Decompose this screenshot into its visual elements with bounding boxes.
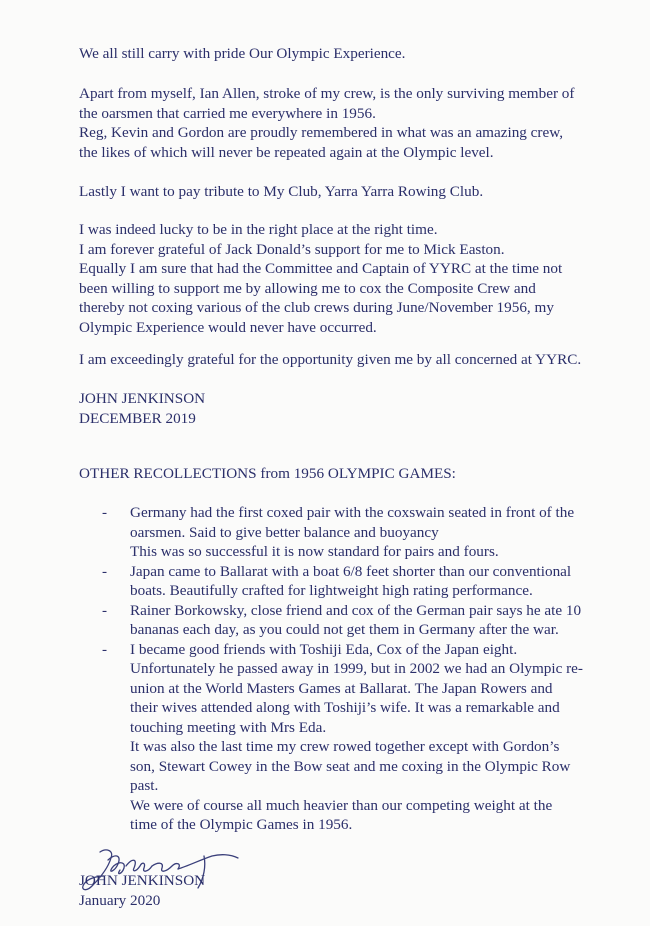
author-name: JOHN JENKINSON bbox=[79, 390, 206, 407]
text-line: Unfortunately he passed away in 1999, but in 2002 we had an Olympic re- bbox=[130, 660, 583, 677]
text-line: union at the World Masters Games at Ballarat. The Japan Rowers and bbox=[130, 679, 553, 697]
recollections-heading: OTHER RECOLLECTIONS from 1956 OLYMPIC GAMES: bbox=[79, 465, 456, 482]
text-line: the likes of which will never be repeated again at the Olympic level. bbox=[79, 143, 494, 161]
text-line: Japan came to Ballarat with a boat 6/8 feet shorter than our conventional bbox=[130, 562, 572, 580]
text-line: son, Stewart Cowey in the Bow seat and me coxing in the Olympic Row bbox=[130, 757, 571, 775]
text-line: I became good friends with Toshiji Eda, Cox of the Japan eight. bbox=[130, 640, 518, 658]
text-line: time of the Olympic Games in 1956. bbox=[130, 816, 353, 833]
paragraph-gratitude bbox=[79, 220, 639, 337]
text-line: Germany had the first coxed pair with the coxswain seated in front of the bbox=[130, 504, 575, 521]
dash-bullet: - bbox=[102, 601, 108, 619]
text-line: Olympic Experience would never have occurred. bbox=[79, 318, 377, 336]
text-line: I was indeed lucky to be in the right place at the right time. bbox=[79, 221, 438, 238]
text-line: past. bbox=[130, 777, 159, 794]
author-name: JOHN JENKINSON bbox=[79, 872, 206, 889]
dash-bullet: - bbox=[102, 562, 108, 580]
list-item bbox=[79, 601, 644, 640]
text-line: Equally I am sure that had the Committee and Captain of YYRC at the time not bbox=[79, 260, 563, 277]
text-line: been willing to support me by allowing me to cox the Composite Crew and bbox=[79, 279, 536, 297]
text-line: Lastly I want to pay tribute to My Club, Yarra Yarra Rowing Club. bbox=[79, 183, 484, 200]
text-line: We all still carry with pride Our Olympic Experience. bbox=[79, 45, 406, 62]
text-line: boats. Beautifully crafted for lightweight high rating performance. bbox=[130, 582, 533, 599]
list-item bbox=[79, 562, 644, 601]
paragraph-club-tribute bbox=[79, 182, 639, 202]
paragraph-yyrc-thanks bbox=[79, 350, 639, 370]
text-line: their wives attended along with Toshiji’s wife. It was a remarkable and bbox=[130, 699, 560, 716]
text-line: It was also the last time my crew rowed together except with Gordon’s bbox=[130, 738, 560, 755]
text-line: We were of course all much heavier than our competing weight at the bbox=[130, 796, 553, 814]
recollections-list bbox=[79, 503, 644, 835]
text-line: bananas each day, as you could not get them in Germany after the war. bbox=[130, 621, 559, 638]
text-line: thereby not coxing various of the club crews during June/November 1956, my bbox=[79, 299, 554, 316]
signoff-date: January 2020 bbox=[79, 891, 161, 909]
dash-bullet: - bbox=[102, 504, 108, 521]
signoff-2019 bbox=[79, 389, 639, 428]
text-line: oarsmen. Said to give better balance and buoyancy bbox=[130, 523, 439, 541]
list-item bbox=[79, 503, 644, 562]
signoff-date: DECEMBER 2019 bbox=[79, 409, 196, 427]
text-line: I am exceedingly grateful for the opportunity given me by all concerned at YYRC. bbox=[79, 351, 582, 368]
text-line: Apart from myself, Ian Allen, stroke of my crew, is the only surviving member of bbox=[79, 85, 575, 102]
text-line: Rainer Borkowsky, close friend and cox of the German pair says he ate 10 bbox=[130, 601, 582, 619]
text-line: touching meeting with Mrs Eda. bbox=[130, 718, 327, 736]
text-line: the oarsmen that carried me everywhere in 1956. bbox=[79, 104, 376, 122]
paragraph-olympic-pride bbox=[79, 44, 639, 64]
paragraph-surviving-crew bbox=[79, 84, 639, 162]
list-item bbox=[79, 640, 644, 835]
closing-signoff bbox=[79, 871, 639, 910]
dash-bullet: - bbox=[102, 640, 108, 658]
text-line: This was so successful it is now standard for pairs and fours. bbox=[130, 543, 499, 560]
text-line: Reg, Kevin and Gordon are proudly remembered in what was an amazing crew, bbox=[79, 124, 563, 141]
text-line: I am forever grateful of Jack Donald’s support for me to Mick Easton. bbox=[79, 240, 505, 258]
